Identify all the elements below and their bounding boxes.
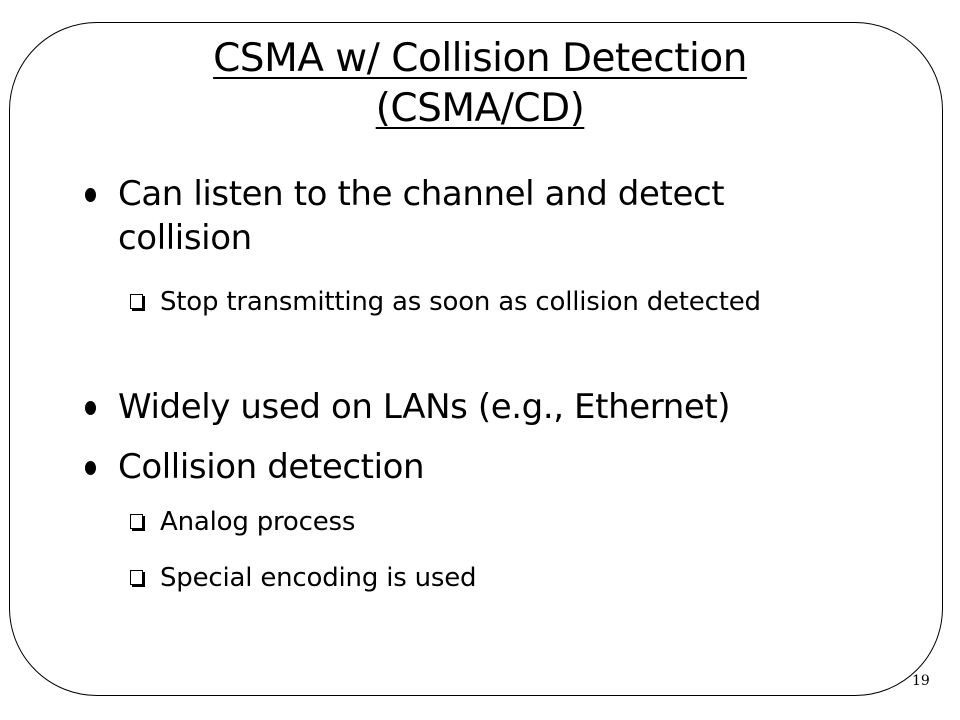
page-number: 19 bbox=[912, 673, 930, 689]
sub-bullet-text: Analog process bbox=[160, 507, 356, 537]
slide-title-line-2: (CSMA/CD) bbox=[375, 86, 585, 131]
sub-bullet-item-2 bbox=[132, 502, 812, 542]
bullet-text: Widely used on LANs (e.g., Ethernet) bbox=[118, 387, 731, 427]
bullet-text: Collision detection bbox=[118, 447, 425, 487]
bullet-item-1 bbox=[118, 172, 838, 260]
slide-title-line-1: CSMA w/ Collision Detection bbox=[213, 36, 747, 81]
sub-bullet-text: Stop transmitting as soon as collision detected bbox=[160, 287, 761, 317]
bullet-item-2 bbox=[118, 385, 878, 429]
bullet-dot-icon bbox=[85, 188, 96, 202]
bullet-text: Can listen to the channel and detect collision bbox=[118, 174, 725, 258]
checkbox-bullet-icon bbox=[130, 294, 143, 309]
bullet-dot-icon bbox=[85, 461, 96, 475]
sub-bullet-item-3 bbox=[132, 558, 812, 598]
slide-title bbox=[60, 34, 900, 134]
checkbox-bullet-icon bbox=[130, 514, 143, 529]
checkbox-bullet-icon bbox=[130, 570, 143, 585]
bullet-dot-icon bbox=[85, 401, 96, 415]
bullet-item-3 bbox=[118, 445, 838, 489]
sub-bullet-text: Special encoding is used bbox=[160, 563, 477, 593]
sub-bullet-item-1 bbox=[132, 282, 812, 322]
